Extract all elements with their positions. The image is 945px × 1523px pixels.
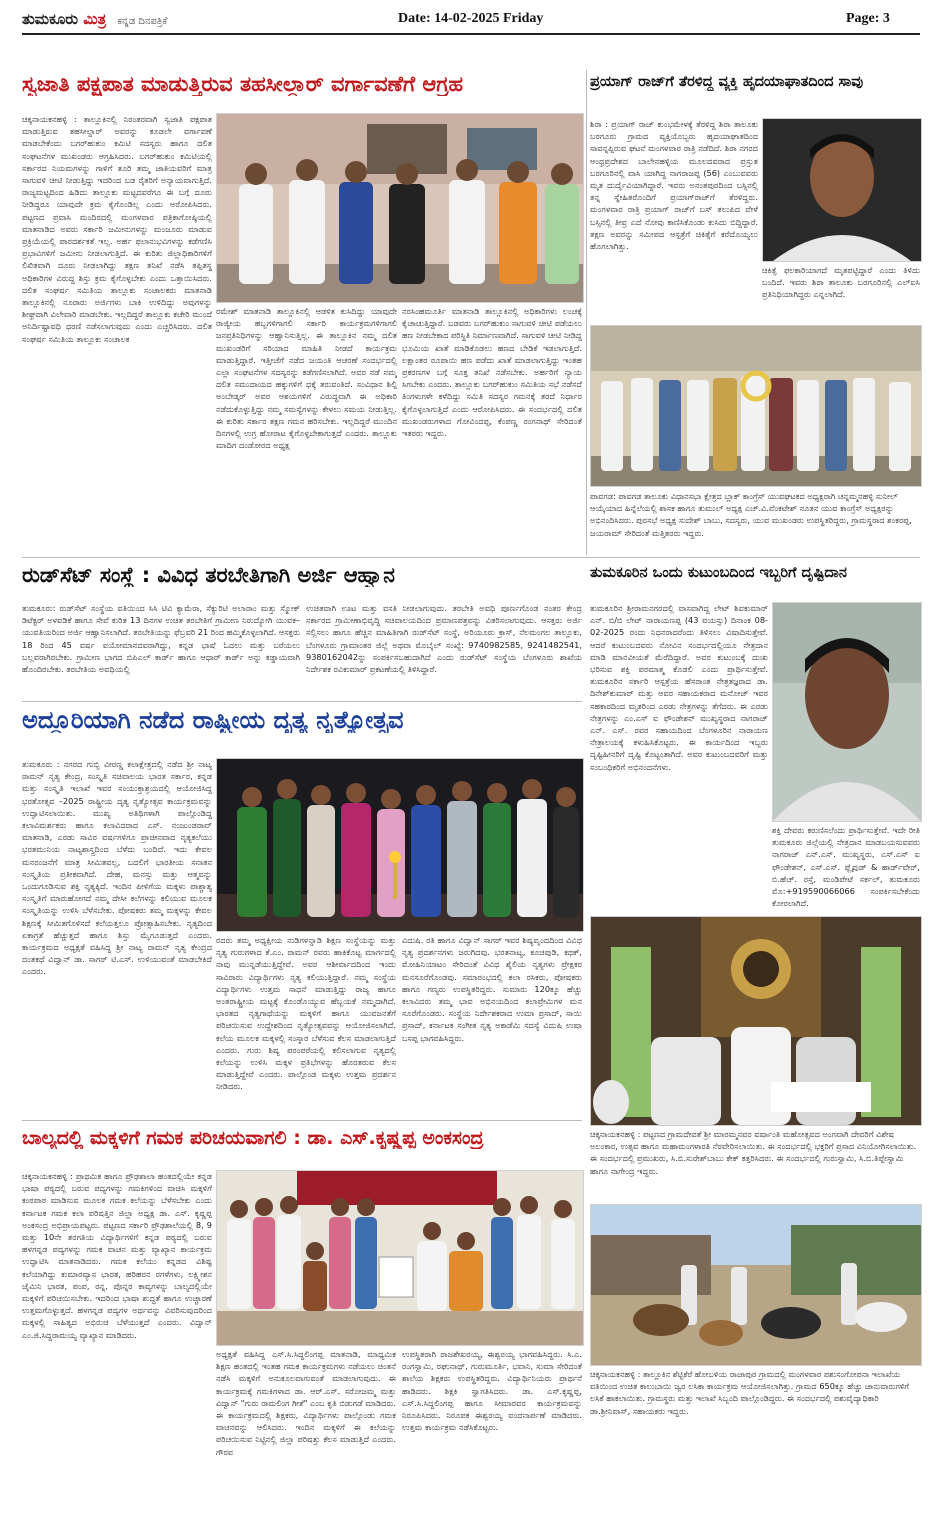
temple-festival-photo-image: [591, 917, 921, 1125]
group-photo-image: [217, 114, 583, 302]
dance-festival-photo-image: [217, 759, 583, 931]
story4-body-col2: ಉಚಿತವಾಗಿ ಊಟ ಮತ್ತು ವಸತಿ ನೀಡಲಾಗುವುದು. ತರಬೇತಿ ಅವಧಿ ಪೂರ್ಣಗೊಂಡ ನಂತರ ಕೇಂದ್ರ ಸರ್ಕಾರದ ಗ್ರಾಮೀಣಾಭಿವೃದ್ಧಿ ಸಚಿವಾಲಯದಿಂದ ಪ್ರಮಾಣಪತ್ರವನ್ನು ವಿತರಿಸಲಾಗುವುದು. ಆಸಕ್ತರು ಅರ್ಜಿ ಸಲ್ಲಿಸಲು ಹಾಗೂ ಹೆಚ್ಚಿನ ಮಾಹಿತಿಗಾಗಿ ರುಡ್‌ಸೆಟ್ ಸಂಸ್ಥೆ, ಅರಿಯೂರು ಕ್ರಾಸ್, ನೆಲಮಂಗಲ ತಾಲ್ಲೂಕು, ಬೆಂಗಳೂರು ಗ್ರಾಮಾಂತರ ಜಿಲ್ಲೆ ಅಥವಾ ಮೊಬೈಲ್ ಸಂಖ್ಯೆ: 9740982585, 9241482541, 9380162042ನ್ನು ಸಂಪರ್ಕಿಸಬಹುದಾಗಿದೆ ಎಂದು ರುಡ್‌ಸೆಟ್ ಸಂಸ್ಥೆಯ ಬೆಂಗಳೂರು ಶಾಖೆಯ ನಿರ್ದೇಶಕ ರವಿಕುಮಾರ್ ಪ್ರಕಟಣೆಯಲ್ಲಿ ತಿಳಿಸಿದ್ದಾರೆ.: [306, 603, 582, 675]
story8-headline: ಬಾಲ್ಯದಲ್ಲಿ ಮಕ್ಕಳಿಗೆ ಗಮಕ ಪರಿಚಯವಾಗಲಿ : ಡಾ. ಎಸ್.ಕೃಷ್ಣಪ್ಪ ಅಂಕಸಂದ್ರ: [22, 1128, 484, 1149]
masthead-rule: [22, 33, 920, 35]
story2-body-col2: ಚಿಕಿತ್ಸೆ ಫಲಕಾರಿಯಾಗದೆ ಮೃತಪಟ್ಟಿದ್ದಾರೆ ಎಂದು ತಿಳಿದು ಬಂದಿದೆ. ಇವರು ಶಿರಾ ತಾಲೂಕು ಬರಗೂರಿನಲ್ಲಿ ಎಲ್‌ಐಸಿ ಪ್ರತಿನಿಧಿಯಾಗಿದ್ದರು ಎನ್ನಲಾಗಿದೆ.: [762, 265, 920, 300]
portrait-photo-image: [763, 119, 921, 261]
brand-name-accent: ಮಿತ್ರ: [83, 10, 107, 28]
story6-body-col2: ರದರು ತಮ್ಮ ಅಧ್ಯಕ್ಷೀಯ ನುಡಿಗಳನ್ನಾಡಿ ಶಿಕ್ಷಣ ಸಂಸ್ಥೆಯನ್ನು ಮತ್ತು ನೃತ್ಯ ಗುರುಗಳಾದ ಕೆ.ಎಂ. ರಾಮನ್ ರವರು ಹಾಕಿಕೊಟ್ಟ ಮಾರ್ಗದಲ್ಲಿ ನಾವು ಮುನ್ನಡೆಯುತ್ತಿದ್ದೇವೆ. ಅವರ ಆಶೀರ್ವಾದದಿಂದ ಇಂದು ಸಾವಿರಾರು ವಿದ್ಯಾರ್ಥಿಗಳು ನೃತ್ಯ ಕಲಿಯುತ್ತಿದ್ದಾರೆ. ನಮ್ಮ ಸಂಸ್ಥೆಯ ವಿದ್ಯಾರ್ಥಿಗಳು ಉತ್ತಮ ಸಾಧನೆ ಮಾಡುತ್ತಿದ್ದು ರಾಜ್ಯ ಹಾಗೂ ಅಂತರಾಷ್ಟ್ರೀಯ ಮಟ್ಟಕ್ಕೆ ಕೊಂಡೊಯ್ಯುವ ಹೆಬ್ಬಯಕೆ ನಮ್ಮದಾಗಿದೆ. ಭಾರತದ ನೃತ್ಯಗಾಥೆಯನ್ನು ಮಕ್ಕಳಿಗೆ ಹಾಗೂ ಯುವಜನತೆಗೆ ಪರಿಚಯಿಸುವ ಉದ್ದೇಶದಿಂದ ನೃತ್ಯೋತ್ಸವವನ್ನು ಆಯೋಜಿಸಲಾಗಿದೆ. ಕಲೆಯ ಮೂಲಕ ಮಕ್ಕಳಲ್ಲಿ ಸಂಸ್ಕಾರ ಬೆಳೆಸುವ ಕೆಲಸ ಮಾಡಲಾಗುತ್ತಿದೆ ಎಂದರು. ಗುರು ಶಿಷ್ಯ ಪರಂಪರೆಯಲ್ಲಿ ಕಲಿಸಲಾಗುವ ನೃತ್ಯದಲ್ಲಿ ಕಲೆಯನ್ನು ಉಳಿಸಿ ಮಕ್ಕಳ ಪ್ರತಿಭೆಗಳನ್ನು ಹೊರತರುವ ಕೆಲಸ ಮಾಡುತ್ತಿದ್ದೇವೆ ಎಂದರು. ಪಾಲ್ಗೊಂಡ ಮಕ್ಕಳು ಉತ್ತಮ ಪ್ರದರ್ಶನ ನೀಡಿದರು.: [216, 935, 396, 1092]
story5-body-col2: ಶಕ್ತಿ ದೇವರು ಕರುಣಿಸಲೆಂದು ಪ್ರಾರ್ಥಿಸುತ್ತೇವೆ. ಇದೇ ರೀತಿ ತುಮಕೂರು ಜಿಲ್ಲೆಯಲ್ಲಿ ನೇತ್ರದಾನ ಮಾಡಬಯಸುವವರು ನಾಗರಾಜ್ ಎನ್.ಎಸ್. ಮುಖ್ಯಸ್ಥರು, ಎಸ್.ಎಸ್ ಐ ಫೌಂಡೇಶನ್, ಎಸ್.ಎಸ್. ಫ್ಲೈವುಡ್ & ಹಾರ್ಡ್‌ವೇರ್, ಬಿ.ಹೆಚ್. ರಸ್ತೆ, ಮಂಡಿಪೇಟೆ ಸರ್ಕಲ್, ತುಮಕೂರು ಮೊ:+919590066066 ಸಂಪರ್ಕಿಸಬೇಕೆಂದು ಕೋರಲಾಗಿದೆ.: [772, 825, 920, 909]
newspaper-logo: [22, 10, 167, 28]
story1-body-col1: ಚಿಕ್ಕನಾಯಕನಹಳ್ಳಿ : ತಾಲ್ಲೂಕಿನಲ್ಲಿ ನಿರಂತರವಾಗಿ ಸ್ವಜಾತಿ ಪಕ್ಷಪಾತ ಮಾಡುತ್ತಿರುವ ತಹಸೀಲ್ದಾರ್ ಅವರನ್ನು ಕೂಡಲೇ ವರ್ಗಾವಣೆ ಮಾಡಬೇಕೆಂದು ಬಗರ್‌ಹುಕುಂ ಕಮಿಟಿ ಸದಸ್ಯರು ಹಾಗೂ ದಲಿತ ಸಂಘಟನೆಗಳ ಮುಖಂಡರು ಆಗ್ರಹಿಸಿದರು. ಬಗರ್‌ಹುಕುಂ ಕಮಿಟಿಯಲ್ಲಿ ಸರ್ಕಾರದ ನಿಯಮಗಳನ್ನು ಗಾಳಿಗೆ ತೂರಿ ತಮ್ಮ ಜಾತಿಯವರಿಗೆ ಮಾತ್ರ ಸಾಗುವಳಿ ಚೀಟಿ ನೀಡುತ್ತಿದ್ದು ಇದರಿಂದ ಬಡ ರೈತರಿಗೆ ಅನ್ಯಾಯವಾಗುತ್ತಿದೆ. ರಾಜ್ಯಮಟ್ಟದಿಂದ ಹಿಡಿದು ತಾಲ್ಲೂಕು ಮಟ್ಟದವರೆಗೂ ಈ ಬಗ್ಗೆ ದೂರು ನೀಡಿದ್ದರೂ ಯಾವುದೇ ಕ್ರಮ ಕೈಗೊಂಡಿಲ್ಲ ಎಂದು ಆರೋಪಿಸಿದರು. ಪಟ್ಟಣದ ಪ್ರವಾಸಿ ಮಂದಿರದಲ್ಲಿ ಮಂಗಳವಾರ ಪತ್ರಿಕಾಗೋಷ್ಠಿಯಲ್ಲಿ ಮಾತನಾಡಿದ ಅವರು ಸರ್ಕಾರಿ ಜಮೀನುಗಳನ್ನು ಮಂಜೂರು ಮಾಡುವ ಪ್ರಕ್ರಿಯೆಯಲ್ಲಿ ಪಾರದರ್ಶಕತೆ ಇಲ್ಲ. ಅರ್ಹ ಫಲಾನುಭವಿಗಳನ್ನು ಕಡೆಗಣಿಸಿ ಪ್ರಭಾವಿಗಳಿಗೆ ಜಮೀನು ನೀಡಲಾಗುತ್ತಿದೆ. ಈ ಕುರಿತು ಜಿಲ್ಲಾಧಿಕಾರಿಗಳಿಗೆ ಲಿಖಿತವಾಗಿ ದೂರು ನೀಡಲಾಗಿದ್ದು ತಕ್ಷಣ ತನಿಖೆ ನಡೆಸಿ ತಪ್ಪಿತಸ್ಥ ಅಧಿಕಾರಿಗಳ ವಿರುದ್ಧ ಶಿಸ್ತು ಕ್ರಮ ಕೈಗೊಳ್ಳಬೇಕು ಎಂದು ಒತ್ತಾಯಿಸಿದರು. ದಲಿತ ಸಂಘರ್ಷ ಸಮಿತಿಯ ತಾಲ್ಲೂಕು ಸಂಚಾಲಕರು ಮಾತನಾಡಿ ತಾಲ್ಲೂಕಿನಲ್ಲಿ ನೂರಾರು ಅರ್ಜಿಗಳು ಬಾಕಿ ಉಳಿದಿದ್ದು ಅವುಗಳನ್ನು ಶೀಘ್ರವಾಗಿ ವಿಲೇವಾರಿ ಮಾಡಬೇಕು. ಇಲ್ಲದಿದ್ದರೆ ತಾಲ್ಲೂಕು ಕಚೇರಿ ಮುಂದೆ ಅನಿರ್ದಿಷ್ಟಾವಧಿ ಧರಣಿ ನಡೆಸಲಾಗುವುದು ಎಂದು ಎಚ್ಚರಿಸಿದರು. ದಲಿತ ಸಂಘರ್ಷ ಸಮಿತಿಯ ತಾಲ್ಲೂಕು ಸಂಚಾಲಕ: [22, 114, 212, 344]
gamaka-event-photo-image: [217, 1171, 583, 1345]
brand-subtitle: ಕನ್ನಡ ದಿನಪತ್ರಿಕೆ: [117, 16, 168, 27]
cattle-vaccination-caption: ಚಿಕ್ಕನಾಯಕನಹಳ್ಳಿ : ತಾಲ್ಲೂಕಿನ ಶೆಟ್ಟಿಕೆರೆ ಹೋಬಳಿಯ ರಾಜಾಪುರ ಗ್ರಾಮದಲ್ಲಿ ಮಂಗಳವಾರ ಪಶುಸಂಗೋಪನಾ ಇಲಾಖೆಯ ವತಿಯಿಂದ ಉಚಿತ ಕಾಲುಬಾಯಿ ಜ್ವರ ಲಸಿಕಾ ಕಾರ್ಯಕ್ರಮ ಆಯೋಜಿಸಲಾಗಿತ್ತು. ಗ್ರಾಮದ 650ಕ್ಕೂ ಹೆಚ್ಚು ಜಾನುವಾರುಗಳಿಗೆ ಲಸಿಕೆ ಹಾಕಲಾಯಿತು. ಗ್ರಾಮಸ್ಥರು ಮತ್ತು ಇಲಾಖೆ ಸಿಬ್ಬಂದಿ ಪಾಲ್ಗೊಂಡಿದ್ದರು. ಈ ಸಂದರ್ಭದಲ್ಲಿ ಪಶುವೈದ್ಯಾಧಿಕಾರಿ ಡಾ.ಶ್ರೀನಿವಾಸ್, ಸಹಾಯಕರು ಇದ್ದರು.: [590, 1369, 910, 1416]
story8-body-col2: ಅಧ್ಯಕ್ಷತೆ ವಹಿಸಿದ್ದ ಎಸ್.ಸಿ.ಸಿದ್ದಲಿಂಗಪ್ಪ ಮಾತನಾಡಿ, ಮಾಧ್ಯಮಿಕ ಶಿಕ್ಷಣ ಹಂತದಲ್ಲಿ ಇಂತಹ ಗಮಕ ಕಾರ್ಯಕ್ರಮಗಳು ನಡೆಯಲು ಚಿಂತನೆ ನಡೆಸಿ ಮಕ್ಕಳಿಗೆ ಅನುಕೂಲವಾಗುವಂತೆ ಮಾಡಲಾಗುವುದು. ಈ ಕಾರ್ಯಕ್ರಮಕ್ಕೆ ಗಮಕಿಗಳಾದ ಡಾ. ಆರ್.ಎಸ್. ಸರೋಜಮ್ಮ ಮತ್ತು ವಿದ್ವಾನ್ "ಗುರು ರಾಮಲಿಂಗ ಗೀತೆ" ಎಂಬ ಕೃತಿ ಬಿಡುಗಡೆ ಮಾಡಿದರು. ಈ ಕಾರ್ಯಕ್ರಮದಲ್ಲಿ ಶಿಕ್ಷಕರು, ವಿದ್ಯಾರ್ಥಿಗಳು ಪಾಲ್ಗೊಂಡು ಗಮಕ ವಾಚನವನ್ನು ಆಲಿಸಿದರು. ಇಂದಿನ ಮಕ್ಕಳಿಗೆ ಈ ಕಲೆಯನ್ನು ಪರಿಚಯಿಸುವ ನಿಟ್ಟಿನಲ್ಲಿ ಜಿಲ್ಲಾ ಪರಿಷತ್ತು ಕೆಲಸ ಮಾಡುತ್ತಿದೆ ಎಂದರು. ಗೌರವ: [216, 1349, 396, 1457]
youth-congress-photo: [590, 325, 922, 487]
masthead: [0, 0, 945, 44]
group-photo: [216, 113, 584, 303]
page-number: Page: 3: [846, 11, 890, 26]
story8-body-col1: ಚಿಕ್ಕನಾಯಕನಹಳ್ಳಿ : ಪ್ರಾಥಮಿಕ ಹಾಗೂ ಪ್ರೌಢಶಾಲಾ ಹಂತದಲ್ಲಿಯೇ ಕನ್ನಡ ಭಾಷಾ ಪಠ್ಯದಲ್ಲಿ ಬರುವ ಪದ್ಯಗಳನ್ನು ಗಮಕಿಗಳಿಂದ ವಾಚಿಸಿ ಮಕ್ಕಳಿಗೆ ಕಂಠಪಾಠ ಮಾಡಿಸುವ ಮೂಲಕ ಗಮಕ ಕಲೆಯನ್ನು ಬೆಳೆಸಬೇಕು ಎಂದು ಕರ್ನಾಟಕ ಗಮಕ ಕಲಾ ಪರಿಷತ್ತಿನ ಜಿಲ್ಲಾ ಅಧ್ಯಕ್ಷ ಡಾ. ಎಸ್. ಕೃಷ್ಣಪ್ಪ ಅಂಕಸಂದ್ರ ಅಭಿಪ್ರಾಯಪಟ್ಟರು. ಪಟ್ಟಣದ ಸರ್ಕಾರಿ ಪ್ರೌಢಶಾಲೆಯಲ್ಲಿ 8, 9 ಮತ್ತು 10ನೇ ತರಗತಿಯ ವಿದ್ಯಾರ್ಥಿಗಳಿಗೆ ಕನ್ನಡ ಪಠ್ಯದಲ್ಲಿ ಬರುವ ಹಳಗನ್ನಡ ಪದ್ಯಗಳನ್ನು ಗಮಕ ವಾಚನ ಮತ್ತು ವ್ಯಾಖ್ಯಾನ ಕಾರ್ಯಕ್ರಮ ಉದ್ಘಾಟಿಸಿ ಮಾತನಾಡಿದರು. ಗಮಕ ಕಲೆಯು ಕನ್ನಡದ ವಿಶಿಷ್ಟ ಕಲೆಯಾಗಿದ್ದು ಕುಮಾರವ್ಯಾಸ ಭಾರತ, ಹರಿಹರನ ರಗಳೆಗಳು, ಲಕ್ಷ್ಮೀಶನ ಜೈಮಿನಿ ಭಾರತ, ಪಂಪ, ರನ್ನ, ಪೊನ್ನರ ಕಾವ್ಯಗಳನ್ನು ಬಾಲ್ಯದಲ್ಲಿಯೇ ಮಕ್ಕಳಿಗೆ ಪರಿಚಯಿಸಬೇಕು. ಇದರಿಂದ ಭಾಷಾ ಶುದ್ಧತೆ ಹಾಗೂ ಉಚ್ಚಾರಣೆ ಉತ್ತಮಗೊಳ್ಳುತ್ತದೆ. ಹಳಗನ್ನಡ ಪದ್ಯಗಳ ಅರ್ಥವನ್ನು ವಿವರಿಸುವುದರಿಂದ ಮಕ್ಕಳಲ್ಲಿ ಸಾಹಿತ್ಯದ ಅಭಿರುಚಿ ಬೆಳೆಯುತ್ತದೆ ಎಂದರು. ವಿದ್ವಾನ್ ಎಂ.ಜಿ.ಸಿದ್ದರಾಮಯ್ಯ ವ್ಯಾಖ್ಯಾನ ಮಾಡಿದರು.: [22, 1171, 212, 1340]
story5-headline: ತುಮಕೂರಿನ ಒಂದು ಕುಟುಂಬದಿಂದ ಇಬ್ಬರಿಗೆ ದೃಷ್ಟಿದಾನ: [590, 566, 847, 581]
section-divider: [22, 557, 920, 558]
gamaka-event-photo: [216, 1170, 584, 1346]
cattle-vaccination-photo-image: [591, 1205, 921, 1365]
story5-body-col1: ತುಮಕೂರಿನ ಶ್ರೀರಾಮನಗರದಲ್ಲಿ ವಾಸವಾಗಿದ್ದ ಲೇಟ್ ಶಿವಕುಮಾರ್ ಎನ್. ಬಿ/ಬಿ ಲೇಟ್ ನಾರಾಯಣಪ್ಪ (43 ವಯಸ್ಸು) ದಿನಾಂಕ 08-02-2025 ರಂದು ನಿಧನರಾದರೆಂದು ತಿಳಿಸಲು ವಿಷಾದಿಸುತ್ತೇವೆ. ಆದರೆ ಕುಟುಂಬದವರು ನೋವಿನ ಸಂದರ್ಭದಲ್ಲಿಯೂ ನೇತ್ರದಾನ ಮಾಡಿ ಮಾನವೀಯತೆ ಮೆರೆದಿದ್ದಾರೆ. ಅವರ ಕುಟುಂಬಕ್ಕೆ ದುಃಖ ಭರಿಸುವ ಶಕ್ತಿ ಪರಮಾತ್ಮ ಕೊಡಲಿ ಎಂದು ಪ್ರಾರ್ಥಿಸುತ್ತೇವೆ. ತುಮಕೂರಿನ ಸರ್ಕಾರಿ ಆಸ್ಪತ್ರೆಯ ಹೆಸರಾಂತ ನೇತ್ರತಜ್ಞರಾದ ಡಾ. ದಿನೇಶ್‌ಕುಮಾರ್ ಮತ್ತು ಅವರ ಸಹಾಯಕರಾದ ಮನೋಜ್ ಇವರ ಸಹಕಾರದಿಂದ ಮೃತರಿಂದ ಎರಡು ನೇತ್ರಗಳನ್ನು ತೆಗೆದರು. ಈ ಎರಡು ನೇತ್ರಗಳನ್ನು ಎಂ.ಎಸ್ ಐ ಫೌಂಡೇಶನ್ ಮುಖ್ಯಸ್ಥರಾದ ನಾಗರಾಜ್ ಎನ್. ಎಸ್. ರವರ ಸಹಾಯದಿಂದ ಬೆಂಗಳೂರಿನ ನಾರಾಯಣ ನೇತ್ರಾಲಯಕ್ಕೆ ಕಳುಹಿಸಿಕೊಟ್ಟರು. ಈ ಕಾರ್ಯದಿಂದ ಇಬ್ಬರು ದೃಷ್ಟಿಹೀನರಿಗೆ ದೃಷ್ಟಿ ಕೊಟ್ಟಂತಾಗಿದೆ. ಅವರ ಕುಟುಂಬದವರಿಗೆ ಮತ್ತು ಸಂಬಂಧಿಕರಿಗೆ ಅಭಿನಂದನೆಗಳು.: [590, 603, 768, 772]
story2-body-col1: ಶಿರಾ : ಪ್ರಯಾಗ್ ರಾಜ್ ಕುಂಭಮೇಳಕ್ಕೆ ತೆರಳಿದ್ದ ಶಿರಾ ತಾಲೂಕು ಬರಗೂರು ಗ್ರಾಮದ ವ್ಯಕ್ತಿಯೊಬ್ಬರು ಹೃದಯಾಘಾತದಿಂದ ಸಾವನ್ನಪ್ಪಿರುವ ಘಟನೆ ಮಂಗಳವಾರ ರಾತ್ರಿ ನಡೆದಿದೆ. ಶಿರಾ ನಗರದ ಆಂಧ್ರಪ್ರದೇಶದ ಬಾಲೇನಹಳ್ಳಿಯ ಮೂಲದವರಾದ ಪ್ರಸ್ತುತ ಬರಗೂರಿನಲ್ಲಿ ವಾಸಿ ಯಾಗಿದ್ದ ನಾಗರಾಜಪ್ಪ (56) ಎಂಬುವವರು ಮೃತ ದುರ್ದೈವಿಯಾಗಿದ್ದಾರೆ. ಇವರು ಅನಂತಪುರದಿಂದ ಬಸ್ಸಿನಲ್ಲಿ ತನ್ನ ಸ್ನೇಹಿತರೊಂದಿಗೆ ಪ್ರಯಾಗ್‌ರಾಜ್‌ಗೆ ತೆರಳಿದ್ದರು. ಮಂಗಳವಾರ ರಾತ್ರಿ ಪ್ರಯಾಗ್ ರಾಜ್‌ಗೆ ಬಸ್ ತಲುಪಿದ ವೇಳೆ ಬಸ್ಸಿನಲ್ಲಿ ತೀವ್ರ ಎದೆ ನೋವು ಕಾಣಿಸಿಕೊಂಡು ಕುಸಿದು ಬಿದ್ದಿದ್ದಾರೆ. ತಕ್ಷಣ ಅವರನ್ನು ಸಮೀಪದ ಆಸ್ಪತ್ರೆಗೆ ಚಿಕಿತ್ಸೆಗೆ ಕರೆದೊಯ್ಯಲು ಹೊಗಲಾಗಿತ್ತು.: [590, 119, 758, 252]
portrait-photo: [762, 118, 922, 262]
story6-body-col1: ತುಮಕೂರು : ನಗರದ ಗುಬ್ಬಿ ವೀರಣ್ಣ ಕಲಾಕ್ಷೇತ್ರದಲ್ಲಿ ನಡೆದ ಶ್ರೀ ನಾಟ್ಯ ರಾಮನ್ ನೃತ್ಯ ಕೇಂದ್ರ, ಸಂಸ್ಕೃತಿ ಸಚಿವಾಲಯ ಭಾರತ ಸರ್ಕಾರ, ಕನ್ನಡ ಮತ್ತು ಸಂಸ್ಕೃತಿ ಇಲಾಖೆ ಇವರ ಸಂಯುಕ್ತಾಶ್ರಯದಲ್ಲಿ ಆಯೋಜಿಸಿದ್ದ ಭರತೋತ್ಸವ –2025 ರಾಷ್ಟ್ರೀಯ ದೃತ್ಯ ನೃತ್ಯೋತ್ಸವ ಕಾರ್ಯಕ್ರಮವನ್ನು ಉದ್ಘಾಟಿಸಲಾಯಿತು. ಮುಖ್ಯ ಅತಿಥಿಗಳಾಗಿ ಪಾಲ್ಗೊಂಡಿದ್ದ ಕಲಾವಿಮರ್ಶಕರು ಹಾಗೂ ಕಲಾವಿದರಾದ ಎಸ್. ನಂಜುಂಡರಾವ್ ಮಾತನಾಡಿ, ಎರಡು ಸಾವಿರ ವರ್ಷಗಳಿಗೂ ಪ್ರಾಚೀನವಾದ ನೃತ್ಯಕಲೆಯು ಭರತಮುನಿಯ ನಾಟ್ಯಶಾಸ್ತ್ರದಿಂದ ಬೆಳೆದು ಬಂದಿದೆ. ಇದು ಕೇವಲ ಮನರಂಜನೆಗೆ ಮಾತ್ರ ಸೀಮಿತವಲ್ಲ, ಬದಲಿಗೆ ಭಾರತೀಯ ಸನಾತನ ಸಂಸ್ಕೃತಿಯ ಪ್ರತೀಕವಾಗಿದೆ. ದೇಹ, ಮನಸ್ಸು ಮತ್ತು ಆತ್ಮವನ್ನು ಒಂದುಗೂಡಿಸುವ ಶಕ್ತಿ ನೃತ್ಯಕ್ಕಿದೆ. ಇಂದಿನ ಪೀಳಿಗೆಯ ಮಕ್ಕಳು ಪಾಶ್ಚಾತ್ಯ ಸಂಸ್ಕೃತಿಗೆ ಮಾರುಹೋಗದೆ ನಮ್ಮ ದೇಸೀ ಕಲೆಗಳನ್ನು ಕಲಿಯುವ ಮೂಲಕ ಸಂಸ್ಕೃತಿಯನ್ನು ಉಳಿಸಿ ಬೆಳೆಸಬೇಕು. ಪೋಷಕರು ತಮ್ಮ ಮಕ್ಕಳನ್ನು ಕೇವಲ ಶಿಕ್ಷಣಕ್ಕೆ ಸೀಮಿತಗೊಳಿಸದೆ ಕಲೆಯತ್ತಲೂ ಪ್ರೋತ್ಸಾಹಿಸಬೇಕು. ನೃತ್ಯದಿಂದ ಏಕಾಗ್ರತೆ ಹೆಚ್ಚುತ್ತದೆ ಹಾಗೂ ಶಿಸ್ತು ಮೈಗೂಡುತ್ತದೆ ಎಂದರು. ಕಾರ್ಯಕ್ರಮದ ಅಧ್ಯಕ್ಷತೆ ವಹಿಸಿದ್ದ ಶ್ರೀ ನಾಟ್ಯ ರಾಮನ್ ನೃತ್ಯ ಕೇಂದ್ರದ ದಂತಕಥೆ ವಿದ್ವಾನ್ ಡಾ. ಸಾಗರ್ ಟಿ.ಎಸ್. ಉಳಿಯುವಂತೆ ಮಾಡಬೇಕಿದೆ ಎಂದರು.: [22, 759, 212, 977]
section-divider-2: [22, 701, 582, 702]
issue-date: Date: 14-02-2025 Friday: [398, 11, 544, 26]
temple-festival-photo: [590, 916, 922, 1126]
story1-body-col2: ರಮೇಶ್ ಮಾತನಾಡಿ ತಾಲ್ಲೂಕಿನಲ್ಲಿ ಆಡಳಿತ ಕುಸಿದಿದ್ದು ಯಾವುದೇ ರಾಜ್ಯೀಯ ಹಬ್ಬಗಳಿಗಾಗಲಿ ಸರ್ಕಾರಿ ಕಾರ್ಯಕ್ರಮಗಳಿಗಾಗಲಿ ಜನಪ್ರತಿನಿಧಿಗಳನ್ನು ಆಹ್ವಾನಿಸುತ್ತಿಲ್ಲ. ಈ ತಾಲ್ಲೂಕಿನ ನಮ್ಮ ದಲಿತ ಮುಖಂಡರಿಗೆ ಸರಿಯಾದ ಮಾಹಿತಿ ನೀಡದೆ ಕಾರ್ಯಕ್ರಮ ಮಾಡುತ್ತಿದ್ದಾರೆ. ಇತ್ತೀಚೆಗೆ ನಡೆದ ಜಯಂತಿ ಆಚರಣೆ ಸಂದರ್ಭದಲ್ಲಿ ಎಲ್ಲಾ ಸಂಘಟನೆಗಳ ಸದಸ್ಯರನ್ನು ಕಡೆಗಣಿಸಲಾಗಿದೆ. ಅವರ ನಡೆ ನಮ್ಮ ದಲಿತ ಸಮುದಾಯದ ಹಕ್ಕುಗಳಿಗೆ ಧಕ್ಕೆ ತರುವಂತಿದೆ. ಸಂವಿಧಾನ ಶಿಲ್ಪಿ ಅಂಬೇಡ್ಕರ್ ಅವರ ಆಶಯಗಳಿಗೆ ವಿರುದ್ಧವಾಗಿ ಈ ಅಧಿಕಾರಿ ನಡೆದುಕೊಳ್ಳುತ್ತಿದ್ದು ನಮ್ಮ ಸಮಸ್ಯೆಗಳನ್ನು ಕೇಳಲು ಸಮಯ ನೀಡುತ್ತಿಲ್ಲ. ಈ ಕುರಿತು ಸರ್ಕಾರ ತಕ್ಷಣ ಗಮನ ಹರಿಸಬೇಕು. ಇಲ್ಲದಿದ್ದರೆ ಮುಂದಿನ ದಿನಗಳಲ್ಲಿ ಉಗ್ರ ಹೋರಾಟ ಕೈಗೊಳ್ಳಬೇಕಾಗುತ್ತದೆ ಎಂದರು. ತಾಲ್ಲೂಕು ಮಾದಿಗ ದಂಡೋರದ ಅಧ್ಯಕ್ಷ: [216, 306, 397, 451]
story6-headline: ಅದ್ದೂರಿಯಾಗಿ ನಡೆದ ರಾಷ್ಟ್ರೀಯ ದೃತ್ಯ ನೃತ್ಯೋತ್ಸವ: [22, 707, 404, 734]
story1-body-col3: ನರಸಿಂಹಮೂರ್ತಿ ಮಾತನಾಡಿ ತಾಲ್ಲೂಕಿನಲ್ಲಿ ಅಧಿಕಾರಿಗಳು ಲಂಚಕ್ಕೆ ಕೈಚಾಚುತ್ತಿದ್ದಾರೆ. ಬಡವರು ಬಗರ್‌ಹುಕುಂ ಸಾಗುವಳಿ ಚೀಟಿ ಪಡೆಯಲು ಹಣ ನೀಡಬೇಕಾದ ಪರಿಸ್ಥಿತಿ ನಿರ್ಮಾಣವಾಗಿದೆ. ಸಾಗುವಳಿ ಚೀಟಿ ನೀಡಿದ್ದ ಭೂಮಿಯ ಖಾತೆ ಮಾಡಿಕೊಡಲು ಹಣದ ಬೇಡಿಕೆ ಇಡಲಾಗುತ್ತಿದೆ. ಲಕ್ಷಾಂತರ ರೂಪಾಯಿ ಹಣ ಪಡೆದು ಖಾತೆ ಮಾಡಲಾಗುತ್ತಿದ್ದು ಇಂತಹ ಪ್ರಕರಣಗಳ ಬಗ್ಗೆ ಸೂಕ್ತ ತನಿಖೆ ನಡೆಸಬೇಕು. ಅರ್ಹರಿಗೆ ನ್ಯಾಯ ಸಿಗಬೇಕು ಎಂದರು. ತಾಲ್ಲೂಕು ಬಗರ್‌ಹುಕುಂ ಸಮಿತಿಯ ಸಭೆ ನಡೆಸದೆ ತಿಂಗಳುಗಳೇ ಕಳೆದಿದ್ದು ಸಮಿತಿ ಸದಸ್ಯರ ಗಮನಕ್ಕೆ ತರದೆ ನಿರ್ಧಾರ ಕೈಗೊಳ್ಳಲಾಗುತ್ತಿದೆ ಎಂದು ಆರೋಪಿಸಿದರು. ಈ ಸಂದರ್ಭದಲ್ಲಿ ದಲಿತ ಮುಖಂಡರುಗಳಾದ ಗೋವಿಂದಪ್ಪ, ಕೆಂಪಣ್ಣ ರಂಗನಾಥ್ ಸೇರಿದಂತೆ ಇತರರು ಇದ್ದರು.: [402, 306, 582, 439]
dance-festival-photo: [216, 758, 584, 932]
story2-headline: ಪ್ರಯಾಗ್ ರಾಜ್‌ಗೆ ತೆರಳಿದ್ದ ವ್ಯಕ್ತಿ ಹೃದಯಾಘಾತದಿಂದ ಸಾವು: [590, 75, 864, 90]
eye-donor-photo-image: [773, 603, 921, 821]
brand-name: ತುಮಕೂರು: [22, 10, 79, 28]
story1-headline: ಸ್ವಜಾತಿ ಪಕ್ಷಪಾತ ಮಾಡುತ್ತಿರುವ ತಹಸೀಲ್ದಾರ್ ವರ್ಗಾವಣೆಗೆ ಆಗ್ರಹ: [22, 73, 464, 96]
youth-congress-photo-image: [591, 326, 921, 486]
youth-congress-caption: ಪಾವಗಡ: ಪಾವಗಡ ತಾಲೂಕು ವಿಧಾನಸಭಾ ಕ್ಷೇತ್ರದ ಬ್ಲಾಕ್ ಕಾಂಗ್ರೆಸ್ ಯುವಘಟಕದ ಅಧ್ಯಕ್ಷರಾಗಿ ಚನ್ನಮ್ಮನಹಳ್ಳಿ ಸುನೀಲ್ ಆಯ್ಕೆಯಾದ ಹಿನ್ನೆಲೆಯಲ್ಲಿ ಶಾಸಕ ಹಾಗೂ ತುಮುಲ್ ಅಧ್ಯಕ್ಷ ಎಚ್.ವಿ.ವೆಂಕಟೇಶ್ ನೂತನ ಯುವ ಕಾಂಗ್ರೆಸ್ ಅಧ್ಯಕ್ಷರನ್ನು ಅಭಿನಂದಿಸಿದರು. ಪುರಸಭೆ ಅಧ್ಯಕ್ಷ ಸುದೇಶ್ ಬಾಬು, ಸದಸ್ಯರು, ಯುವ ಮುಖಂಡರು ಉಪಸ್ಥಿತರಿದ್ದರು, ಗ್ರಾಮಸ್ಥರಾದ ಶಂಕರಪ್ಪ, ಜಯರಾಮ್ ಸೇರಿದಂತೆ ಮತ್ತಿತರರು ಇದ್ದರು.: [590, 491, 912, 538]
column-divider: [586, 70, 587, 555]
story4-body-col1: ತುಮಕೂರು: ರುಡ್‌ಸೆಟ್ ಸಂಸ್ಥೆಯ ವತಿಯಿಂದ ಸಿಸಿ ಟಿವಿ ಕ್ಯಾಮೆರಾ, ಸೆಕ್ಯುರಿಟಿ ಅಲಾರಾಂ ಮತ್ತು ಸ್ಮೋಕ್ ಡಿಟೆಕ್ಟರ್ ಅಳವಡಿಕೆ ಹಾಗೂ ಸೇವೆ ಕುರಿತ 13 ದಿನಗಳ ಉಚಿತ ತರಬೇತಿಗೆ ಗ್ರಾಮೀಣ ನಿರುದ್ಯೋಗಿ ಯುವಕ–ಯುವತಿಯರಿಂದ ಅರ್ಜಿ ಆಹ್ವಾನಿಸಲಾಗಿದೆ. ತರಬೇತಿಯನ್ನು ಫೆಬ್ರವರಿ 21 ರಿಂದ ಹಮ್ಮಿಕೊಳ್ಳಲಾಗಿದೆ. ಆಸಕ್ತರು 18 ರಿಂದ 45 ವರ್ಷ ವಯೋಮಾನದವರಾಗಿದ್ದು, ಕನ್ನಡ ಭಾಷೆ ಓದಲು ಮತ್ತು ಬರೆಯಲು ಬಲ್ಲವರಾಗಿರಬೇಕು. ಗ್ರಾಮೀಣ ಭಾಗದ ಬಿಪಿಎಲ್ ಕಾರ್ಡ್ ಹಾಗೂ ಆಧಾರ್ ಕಾರ್ಡ್ ಅನ್ನು ಕಡ್ಡಾಯವಾಗಿ ಹೊಂದಿರಬೇಕು. ತರಬೇತಿಯ ಅವಧಿಯಲ್ಲಿ: [22, 603, 300, 675]
section-divider-3: [22, 1120, 582, 1121]
eye-donor-photo: [772, 602, 922, 822]
story8-body-col3: ಉಪಸ್ಥಿತರಾಗಿ ರಾಜಶೇಖರಯ್ಯ, ಈಶ್ವರಯ್ಯ ಭಾಗವಹಿಸಿದ್ದರು. ಸಿ.ಎ. ರಂಗಸ್ವಾಮಿ, ರಘುನಾಥ್, ಗುರುಮೂರ್ತಿ, ಭವಾನಿ, ಸುಮಾ ಸೇರಿದಂತೆ ಶಾಲೆಯ ಶಿಕ್ಷಕರು ಉಪಸ್ಥಿತರಿದ್ದರು. ವಿದ್ಯಾರ್ಥಿನಿಯರು ಪ್ರಾರ್ಥನೆ ಹಾಡಿದರು. ಶಿಕ್ಷಕಿ ಸ್ವಾಗತಿಸಿದರು. ಡಾ. ಎಸ್.ಕೃಷ್ಣಪ್ಪ, ಎಸ್.ಸಿ.ಸಿದ್ದಲಿಂಗಪ್ಪ ಹಾಗೂ ಸೀಮಾರವರ ಕಾರ್ಯಕ್ರಮವನ್ನು ನಿರೂಪಿಸಿದರು. ನಿರೂಪಕ ಈಶ್ವರಯ್ಯ ವಂದನಾರ್ಪಣೆ ಮಾಡಿದರು. ಉತ್ತಮ ಕಾರ್ಯಕ್ರಮ ನಡೆಸಿಕೊಟ್ಟರು.: [402, 1349, 582, 1433]
temple-festival-caption: ಚಿಕ್ಕನಾಯಕನಹಳ್ಳಿ : ಪಟ್ಟಣದ ಗ್ರಾಮದೇವತೆ ಶ್ರೀ ಮಾರಮ್ಮನವರ ವರ್ಷಾಂತಿ ಮಹೋತ್ಸವದ ಅಂಗವಾಗಿ ದೇವರಿಗೆ ವಿಶೇಷ ಅಲಂಕಾರ, ಉತ್ಸವ ಹಾಗೂ ಮಹಾಮಂಗಳಾರತಿ ನೆರವೇರಿಸಲಾಯಿತು. ಈ ಸಂದರ್ಭದಲ್ಲಿ ಭಕ್ತರಿಗೆ ಪ್ರಸಾದ ವಿನಿಯೋಗಿಸಲಾಯಿತು. ಈ ಸಂದರ್ಭದಲ್ಲಿ ಪ್ರಮುಖರು, ಸಿ.ಬಿ.ಸುರೇಶ್‌ಬಾಬು ಕೇಕ್ ಕತ್ತರಿಸಿದರು. ಈ ಸಂದರ್ಭದಲ್ಲಿ ಗುರುಸ್ವಾಮಿ, ಸಿ.ಬಿ.ತಿಪ್ಪೇಸ್ವಾಮಿ ಹಾಗೂ ನಾಗೇಂದ್ರ ಇದ್ದರು.: [590, 1129, 917, 1176]
story6-body-col3: ವಿದುಷಿ. ರತಿ ಹಾಗೂ ವಿದ್ವಾನ್ ಸಾಗರ್ ಇವರ ಶಿಷ್ಯವೃಂದದಿಂದ ವಿವಿಧ ನೃತ್ಯ ಪ್ರದರ್ಶನಗಳು ಜರುಗಿದವು. ಭರತನಾಟ್ಯ, ಕೂಚಿಪುಡಿ, ಕಥಕ್, ಮೋಹಿನಿಯಾಟಂ ಸೇರಿದಂತೆ ವಿವಿಧ ಶೈಲಿಯ ನೃತ್ಯಗಳು ಪ್ರೇಕ್ಷಕರ ಮನಸೂರೆಗೊಂಡವು. ಸಮಾರಂಭದಲ್ಲಿ ಕಲಾ ರಸಿಕರು, ಪೋಷಕರು ಹಾಗೂ ಗಣ್ಯರು ಉಪಸ್ಥಿತರಿದ್ದರು. ಸುಮಾರು 120ಕ್ಕೂ ಹೆಚ್ಚು ಕಲಾವಿದರು ತಮ್ಮ ಭಾವ ಅಭಿನಯದಿಂದ ಕಲಾಪ್ರೇಮಿಗಳ ಮನ ಸೂರೆಗೊಂಡರು. ಸಂಸ್ಥೆಯ ನಿರ್ದೇಶಕರಾದ ಉಮಾ ಪ್ರಸಾದ್, ಸಾಯಿ ಪ್ರಸಾದ್, ಕರ್ನಾಟಕ ಸಂಗೀತ ನೃತ್ಯ ಅಕಾಡೆಮಿ ಸದಸ್ಯೆ ವಿದುಷಿ ಉಷಾ ಬಸಪ್ಪ ಭಾಗವಹಿಸಿದ್ದರು.: [402, 935, 582, 1043]
cattle-vaccination-photo: [590, 1204, 922, 1366]
story4-headline: ರುಡ್‌ಸೆಟ್ ಸಂಸ್ಥೆ : ವಿವಿಧ ತರಬೇತಿಗಾಗಿ ಅರ್ಜಿ ಆಹ್ವಾನ: [22, 564, 395, 587]
